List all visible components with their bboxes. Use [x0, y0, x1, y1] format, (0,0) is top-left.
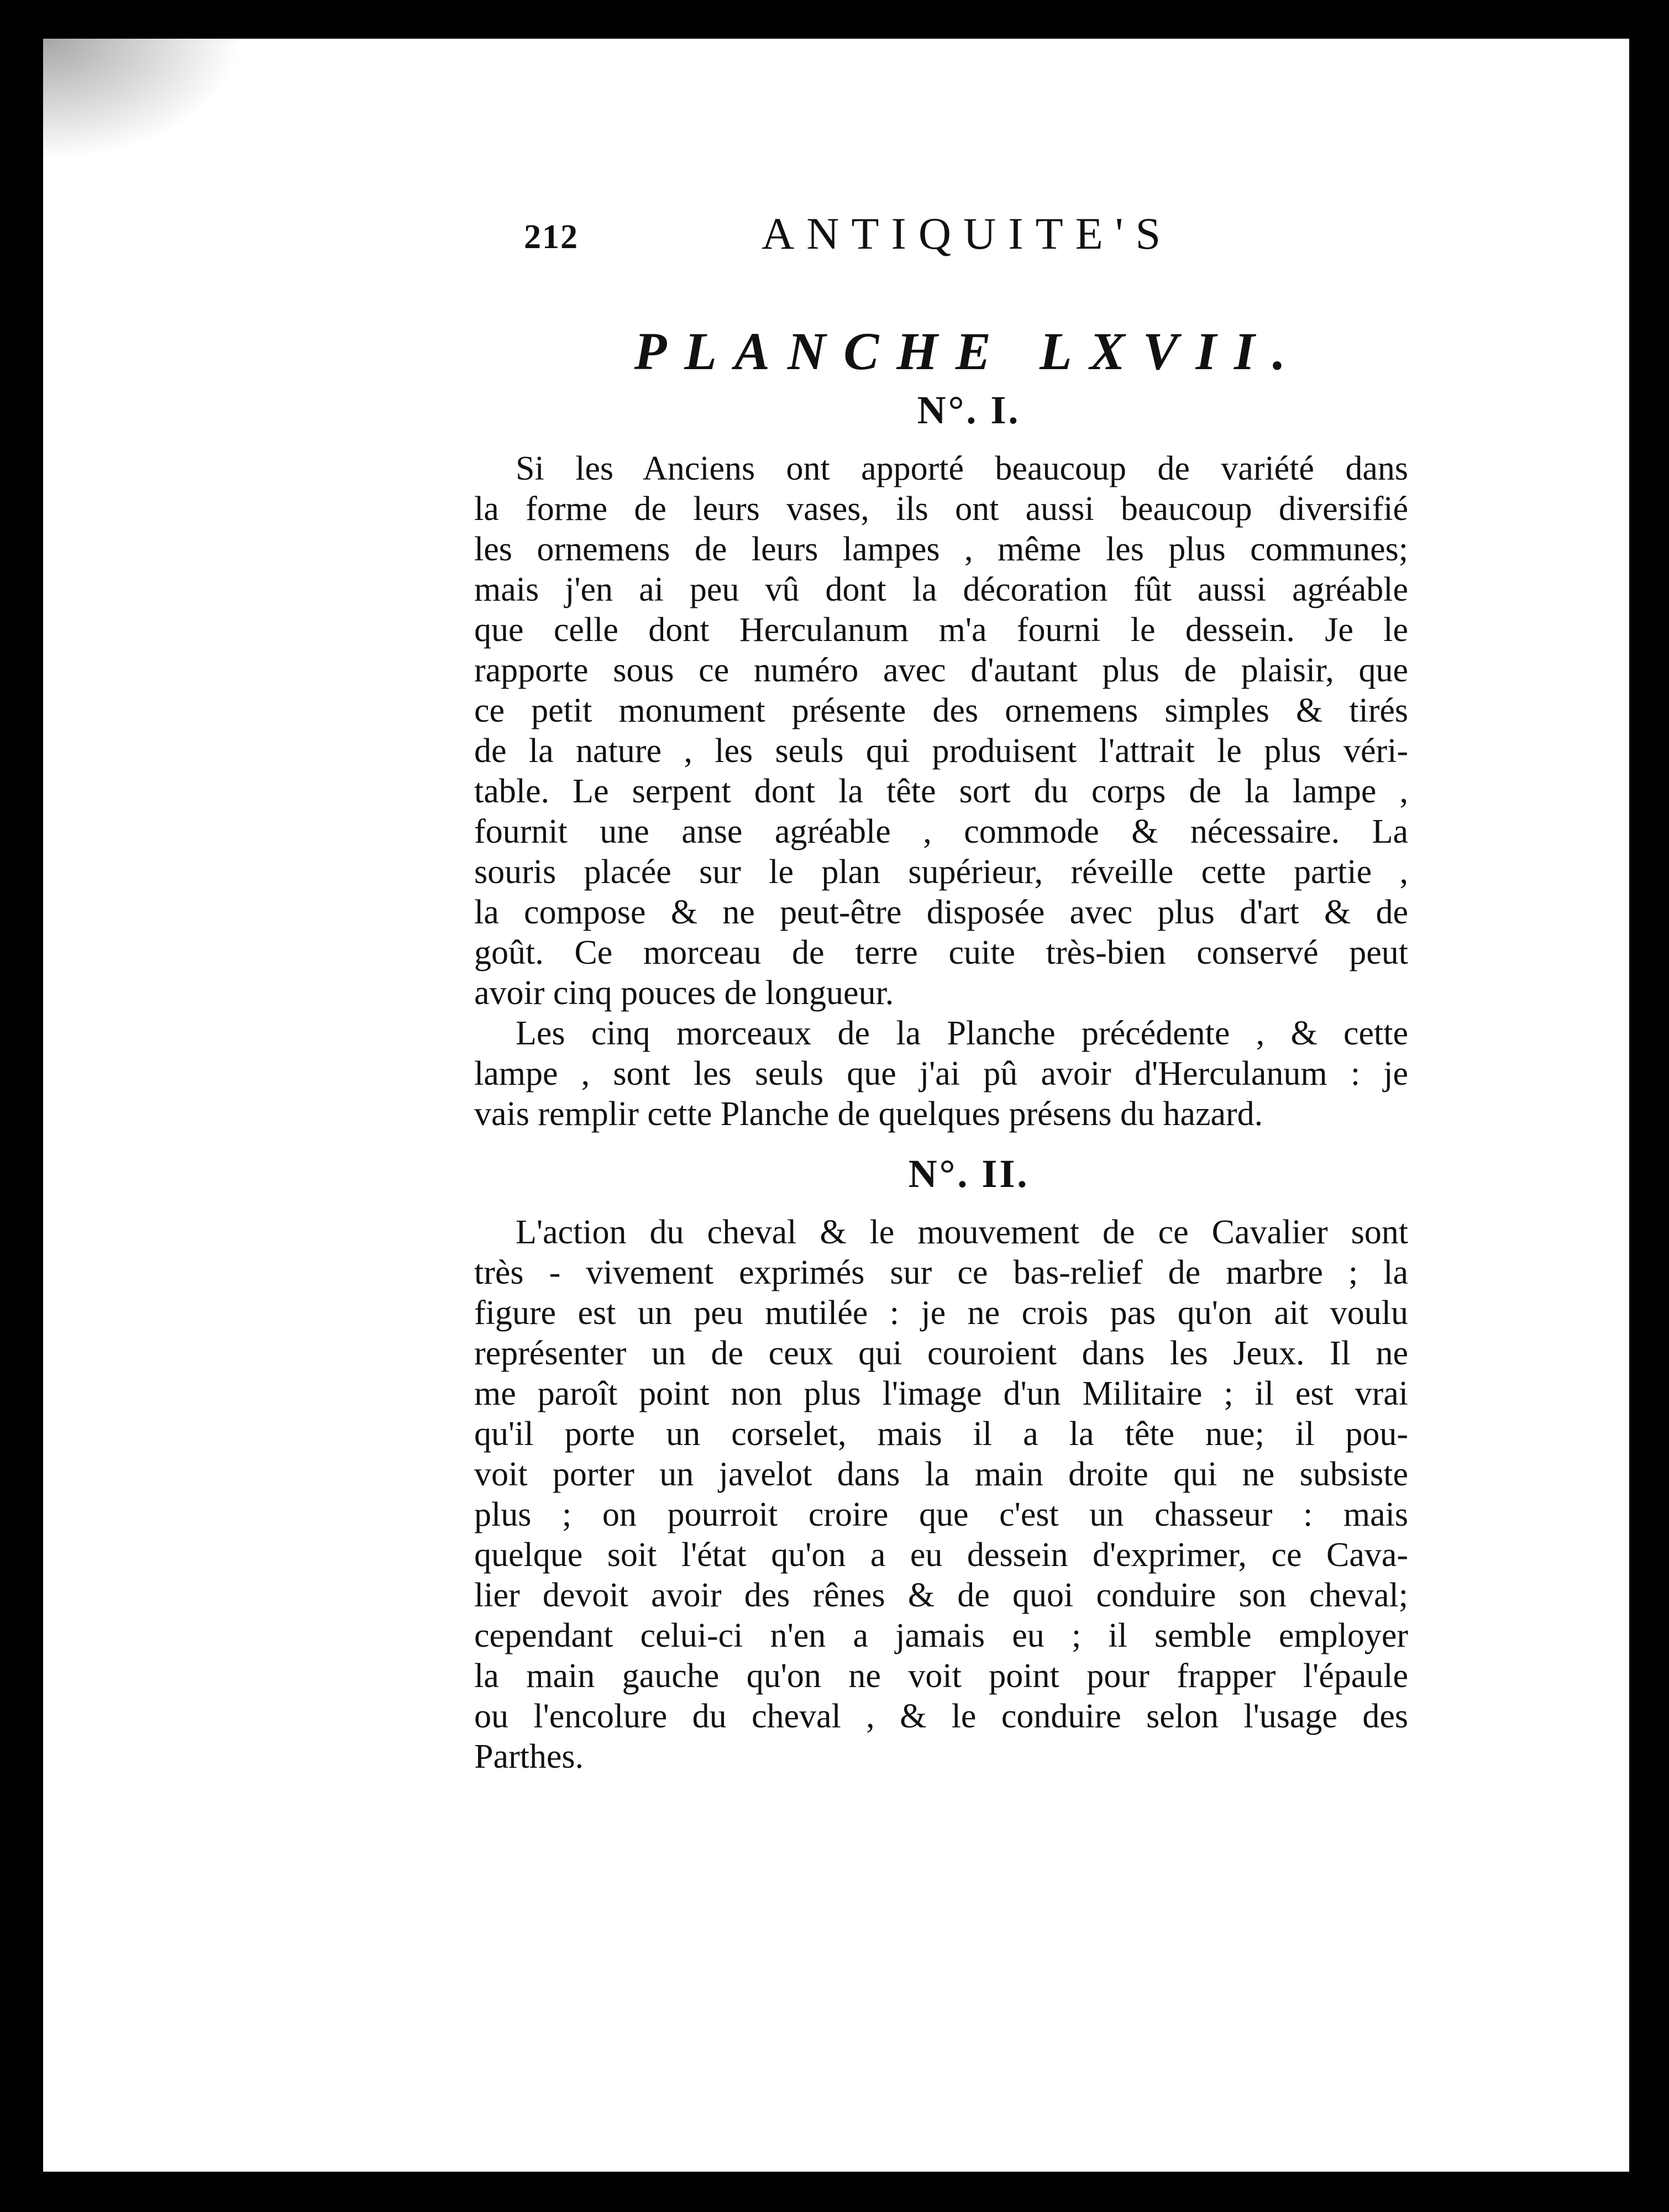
page-number: 212 [524, 218, 579, 256]
text-line: ce petit monument présente des ornemens simples & tirés [474, 692, 1408, 729]
text-line: quelque soit l'état qu'on a eu dessein d'exprimer, ce Cava- [474, 1536, 1408, 1574]
paragraph [474, 1013, 1441, 1134]
text-line: avoir cinq pouces de longueur. [474, 974, 894, 1012]
text-line: me paroît point non plus l'image d'un Militaire ; il est vrai [474, 1375, 1408, 1412]
text-line: rapporte sous ce numéro avec d'autant plus de plaisir, que [474, 651, 1408, 689]
text-line: lier devoit avoir des rênes & de quoi conduire son cheval; [474, 1577, 1408, 1614]
text-line: plus ; on pourroit croire que c'est un chasseur : mais [474, 1496, 1408, 1533]
text-line: Les cinq morceaux de la Planche précédente , & cette [516, 1015, 1408, 1052]
text-line: voit porter un javelot dans la main droite qui ne subsiste [474, 1456, 1408, 1493]
text-line: très - vivement exprimés sur ce bas-relief de marbre ; la [474, 1254, 1408, 1291]
section-heading-2: N°. II. [908, 1152, 1030, 1196]
text-line: Si les Anciens ont apporté beaucoup de variété dans [516, 450, 1408, 487]
text-line: la compose & ne peut-être disposée avec plus d'art & de [474, 894, 1408, 931]
plate-title: PLANCHE LXVII. [634, 322, 1304, 381]
text-line: fournit une anse agréable , commode & nécessaire. La [474, 813, 1408, 850]
text-line: figure est un peu mutilée : je ne crois pas qu'on ait voulu [474, 1294, 1408, 1332]
text-line: de la nature , les seuls qui produisent l'attrait le plus véri- [474, 732, 1408, 770]
text-line: la main gauche qu'on ne voit point pour frapper l'épaule [474, 1657, 1408, 1695]
text-line: souris placée sur le plan supérieur, réveille cette partie , [474, 853, 1408, 891]
paragraph [474, 449, 1441, 1013]
text-line: Parthes. [474, 1738, 584, 1775]
scan-edge-shadow [43, 39, 242, 160]
text-line: table. Le serpent dont la tête sort du corps de la lampe , [474, 773, 1408, 810]
page-header [474, 204, 1441, 276]
text-line: que celle dont Herculanum m'a fourni le dessein. Je le [474, 611, 1408, 649]
text-line: ou l'encolure du cheval , & le conduire selon l'usage des [474, 1698, 1408, 1735]
text-line: vais remplir cette Planche de quelques présens du hazard. [474, 1095, 1263, 1133]
section-heading-1: N°. I. [917, 388, 1021, 432]
text-line: goût. Ce morceau de terre cuite très-bien conservé peut [474, 934, 1408, 971]
paragraph [474, 1212, 1441, 1777]
text-line: mais j'en ai peu vû dont la décoration fût aussi agréable [474, 571, 1408, 608]
page-content [474, 204, 1441, 1777]
text-line: la forme de leurs vases, ils ont aussi beaucoup diversifié [474, 490, 1408, 528]
text-line: lampe , sont les seuls que j'ai pû avoir d'Herculanum : je [474, 1055, 1408, 1092]
text-line: les ornemens de leurs lampes , même les plus communes; [474, 530, 1408, 568]
text-line: qu'il porte un corselet, mais il a la tête nue; il pou- [474, 1415, 1408, 1453]
text-line: cependant celui-ci n'en a jamais eu ; il semble employer [474, 1617, 1408, 1654]
running-title: ANTIQUITE'S [762, 208, 1173, 259]
text-line: L'action du cheval & le mouvement de ce Cavalier sont [516, 1213, 1408, 1251]
book-page [43, 39, 1629, 2172]
text-line: représenter un de ceux qui couroient dans les Jeux. Il ne [474, 1334, 1408, 1372]
